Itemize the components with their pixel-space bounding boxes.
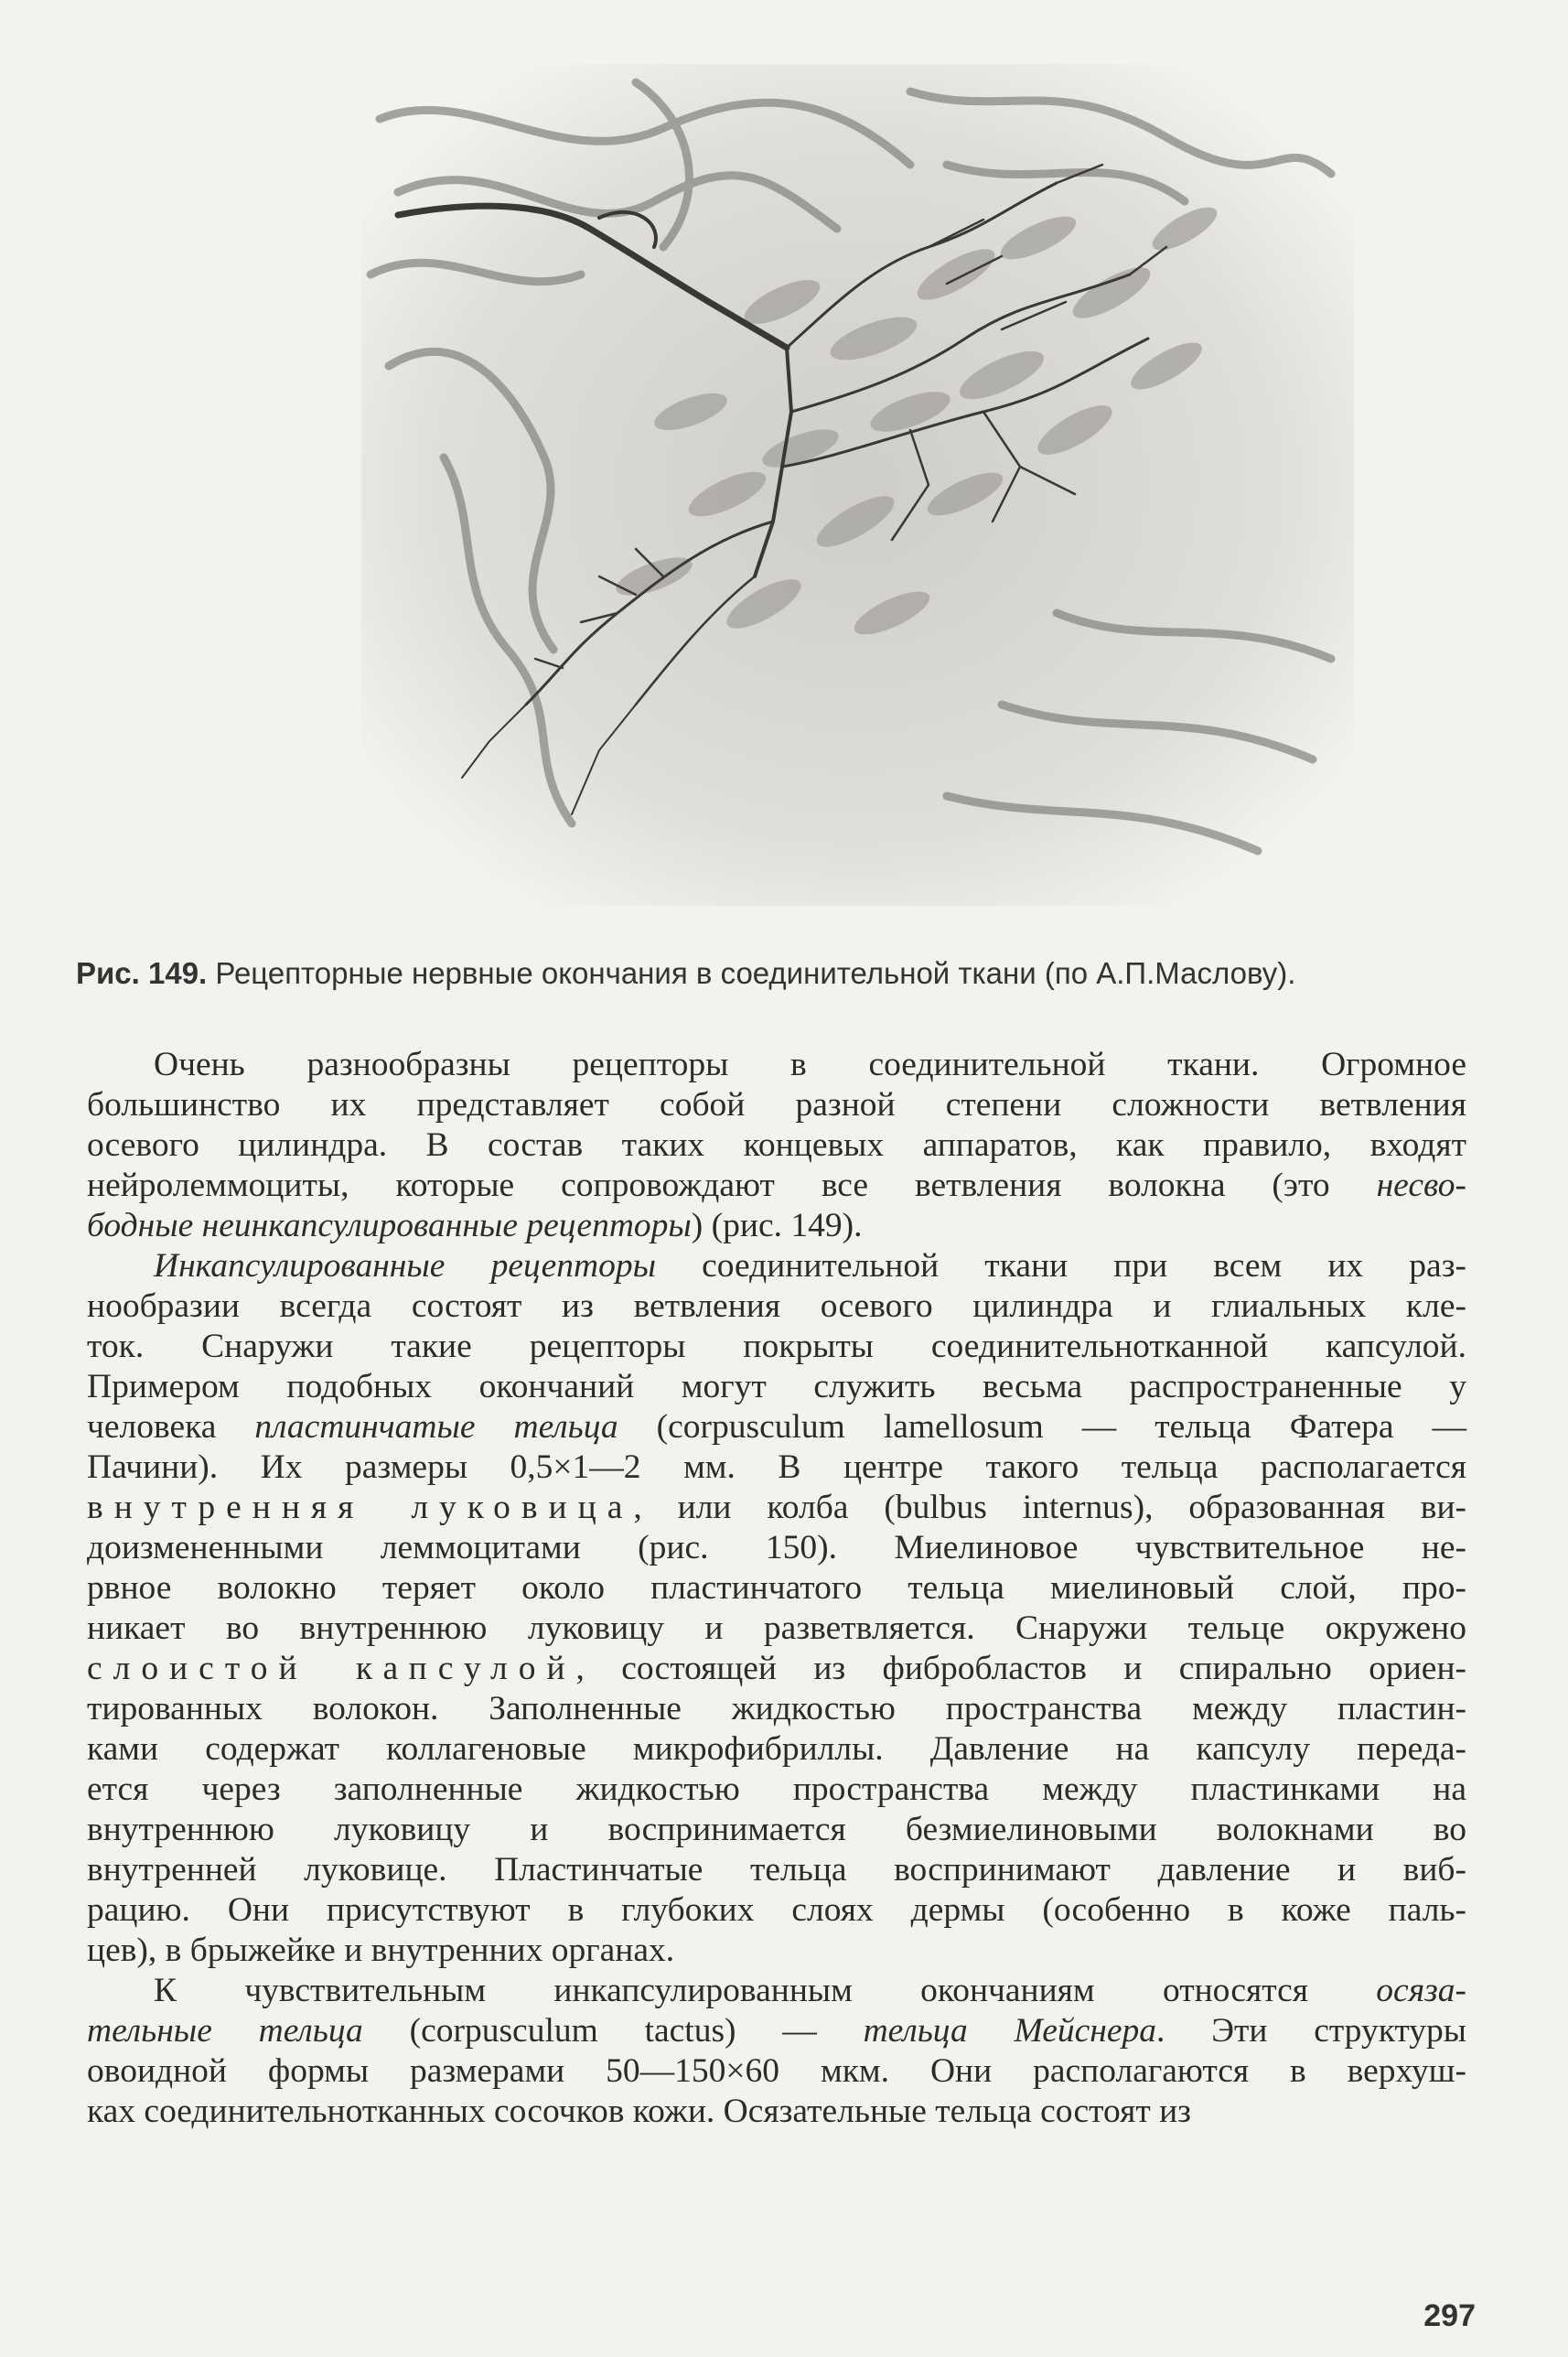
text-line <box>87 1045 1466 1085</box>
text-run: соединительной ткани при всем их раз- <box>656 1247 1466 1285</box>
text-run: внутреннюю луковицу и воспринимается безмиелиновыми волокнами во <box>87 1811 1466 1848</box>
text-line <box>87 1166 1466 1206</box>
text-line <box>87 1367 1466 1407</box>
text-line <box>87 1488 1466 1528</box>
figure-illustration <box>361 64 1354 906</box>
italic-term: несво- <box>1376 1167 1466 1204</box>
text-run: ется через заполненные жидкостью пространства между пластинками на <box>87 1770 1466 1808</box>
text-run: ках соединительнотканных сосочков кожи. Осязательные тельца состоят из <box>87 2093 1191 2130</box>
text-line <box>87 1125 1466 1166</box>
text-run: К чувствительным инкапсулированным окончаниям относятся <box>154 1972 1377 2009</box>
text-line <box>87 1971 1466 2011</box>
text-line <box>87 1850 1466 1890</box>
text-run: . Эти структуры <box>1156 2012 1467 2050</box>
figure-caption-label: Рис. 149. <box>76 956 208 990</box>
italic-term: Инкапсулированные рецепторы <box>154 1247 657 1285</box>
text-line <box>87 1810 1466 1850</box>
text-run: нообразии всегда состоят из ветвления осевого цилиндра и глиальных кле- <box>87 1287 1466 1325</box>
paragraph <box>87 1045 1466 1246</box>
text-line <box>87 2092 1466 2132</box>
text-run: нейролеммоциты, которые сопровождают все ветвления волокна (это <box>87 1167 1377 1204</box>
text-run: , или колба (bulbus internus), образованная ви- <box>633 1489 1466 1526</box>
text-line <box>87 1407 1466 1448</box>
text-run: ками содержат коллагеновые микрофибриллы. Давление на капсулу переда- <box>87 1730 1466 1768</box>
italic-term: тельные тельца <box>87 2012 363 2050</box>
text-run: овоидной формы размерами 50—150×60 мкм. Они располагаются в верхуш- <box>87 2052 1466 2090</box>
italic-term: пластинчатые тельца <box>254 1408 618 1446</box>
paragraph <box>87 1971 1466 2132</box>
text-run: человека <box>87 1408 255 1446</box>
text-run: тированных волокон. Заполненные жидкостью пространства между пластин- <box>87 1690 1466 1727</box>
text-line <box>87 1448 1466 1488</box>
text-line <box>87 2051 1466 2092</box>
text-line <box>87 1770 1466 1810</box>
text-run: рацию. Они присутствуют в глубоких слоях дермы (особенно в коже паль- <box>87 1891 1466 1929</box>
text-line <box>87 1327 1466 1367</box>
text-run: Примером подобных окончаний могут служить весьма распространенные у <box>87 1368 1466 1405</box>
text-run: никает во внутреннюю луковицу и разветвляется. Снаружи тельце окружено <box>87 1609 1466 1647</box>
text-run: большинство их представляет собой разной степени сложности ветвления <box>87 1086 1466 1124</box>
text-line <box>87 1528 1466 1568</box>
page-number: 297 <box>1423 2298 1476 2333</box>
body-text <box>87 1045 1466 2132</box>
text-run: внутренней луковице. Пластинчатые тельца воспринимают давление и виб- <box>87 1851 1466 1889</box>
text-run: осевого цилиндра. В состав таких концевых аппаратов, как правило, входят <box>87 1126 1466 1164</box>
text-run: рвное волокно теряет около пластинчатого тельца миелиновый слой, про- <box>87 1569 1466 1607</box>
paragraph <box>87 1246 1466 1971</box>
text-line <box>87 1206 1466 1246</box>
nerve-endings-drawing <box>361 64 1354 906</box>
text-run: Очень разнообразны рецепторы в соединительной ткани. Огромное <box>154 1046 1466 1083</box>
text-line <box>87 1286 1466 1327</box>
text-run: ) (рис. 149). <box>691 1207 863 1244</box>
text-run: Пачини). Их размеры 0,5×1—2 мм. В центре такого тельца располагается <box>87 1448 1466 1486</box>
text-line <box>87 1568 1466 1609</box>
figure-caption <box>76 953 1503 994</box>
text-line <box>87 1689 1466 1729</box>
text-line <box>87 1931 1466 1971</box>
figure-caption-text: Рецепторные нервные окончания в соединительной ткани (по А.П.Маслову). <box>215 956 1296 990</box>
text-line <box>87 1890 1466 1931</box>
text-run: (corpusculum tactus) — <box>362 2012 864 2050</box>
text-line <box>87 1649 1466 1689</box>
text-run: (corpusculum lamellosum — тельца Фатера — <box>618 1408 1466 1446</box>
text-line <box>87 1246 1466 1286</box>
italic-term: осяза- <box>1376 1972 1466 2009</box>
italic-term: тельца Мейснера <box>863 2012 1157 2050</box>
spaced-term: слоистой капсулой <box>87 1650 576 1687</box>
text-line <box>87 1609 1466 1649</box>
text-line <box>87 1729 1466 1770</box>
text-run: доизмененными леммоцитами (рис. 150). Миелиновое чувствительное не- <box>87 1529 1466 1566</box>
text-run: , состоящей из фибробластов и спирально ориен- <box>575 1650 1466 1687</box>
text-run: ток. Снаружи такие рецепторы покрыты соединительнотканной капсулой. <box>87 1328 1466 1365</box>
text-line <box>87 2011 1466 2051</box>
text-line <box>87 1085 1466 1125</box>
text-run: цев), в брыжейке и внутренних органах. <box>87 1932 675 1969</box>
italic-term: бодные неинкапсулированные рецепторы <box>87 1207 692 1244</box>
spaced-term: внутренняя луковица <box>87 1489 634 1526</box>
